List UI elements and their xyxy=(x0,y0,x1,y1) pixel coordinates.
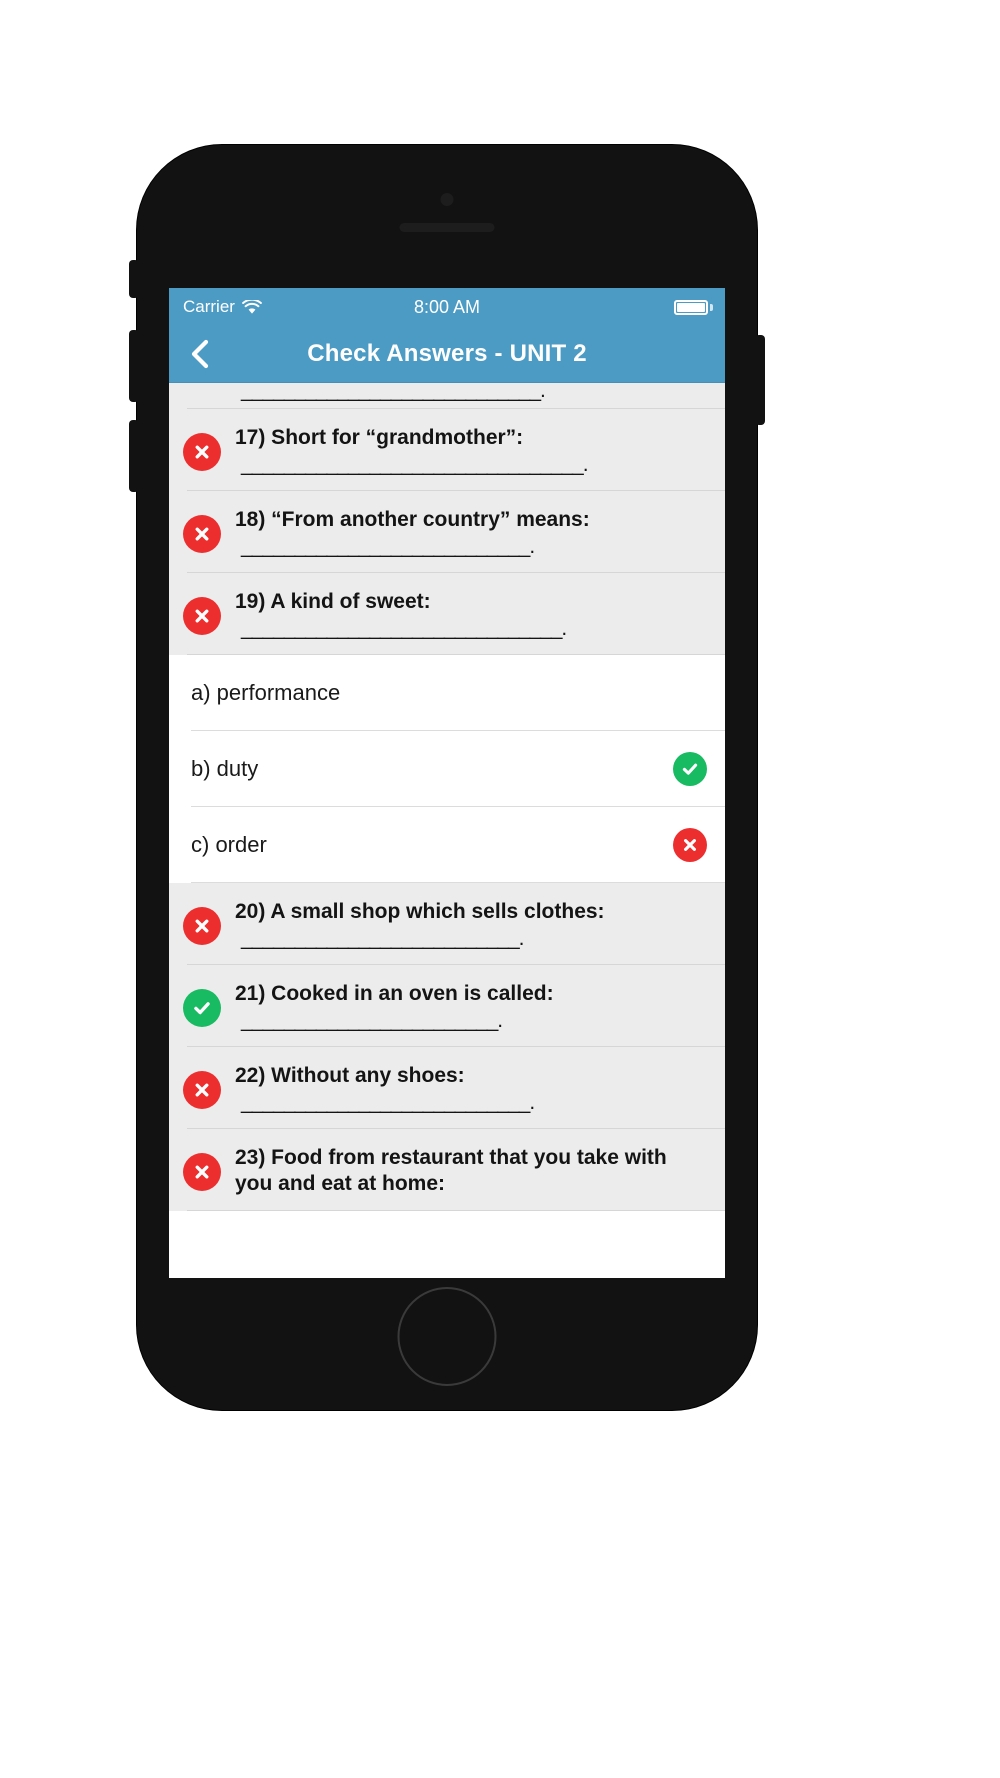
option-label: b) duty xyxy=(191,756,259,782)
question-text: 21) Cooked in an oven is called: xyxy=(235,982,554,1006)
option-row[interactable] xyxy=(169,731,725,807)
option-label: c) order xyxy=(191,832,267,858)
question-blank: __________________________. xyxy=(241,927,524,951)
question-blank: ______________________________. xyxy=(241,617,567,641)
answers-list[interactable] xyxy=(169,383,725,1278)
home-button[interactable] xyxy=(398,1287,497,1386)
x-circle-icon xyxy=(183,1153,221,1191)
status-time: 8:00 AM xyxy=(413,296,481,317)
option-mark-empty xyxy=(673,676,707,710)
earpiece-speaker xyxy=(400,223,495,232)
question-blank: ____________________________. xyxy=(241,383,545,402)
question-text: 22) Without any shoes: xyxy=(235,1064,465,1088)
question-row[interactable] xyxy=(169,965,725,1047)
x-circle-icon xyxy=(183,515,221,553)
x-circle-icon xyxy=(673,828,707,862)
question-blank: ___________________________. xyxy=(241,1091,535,1115)
question-text: 17) Short for “grandmother”: xyxy=(235,426,524,449)
volume-up-button[interactable] xyxy=(129,330,139,402)
carrier-label: Carrier xyxy=(183,297,235,316)
question-row[interactable] xyxy=(169,491,725,573)
question-row[interactable] xyxy=(169,409,725,491)
phone-frame xyxy=(137,145,757,1410)
question-row[interactable] xyxy=(169,1047,725,1129)
x-circle-icon xyxy=(183,1071,221,1109)
volume-down-button[interactable] xyxy=(129,420,139,492)
question-blank: ________________________________. xyxy=(241,453,588,477)
question-text: 19) A kind of sweet: xyxy=(235,590,431,614)
option-row[interactable] xyxy=(169,655,725,731)
partial-question-row xyxy=(169,383,725,409)
question-text: 18) “From another country” means: xyxy=(235,508,590,532)
question-row[interactable] xyxy=(169,1129,725,1211)
x-circle-icon xyxy=(183,907,221,945)
navigation-bar xyxy=(169,326,725,383)
question-row[interactable] xyxy=(169,573,725,655)
x-circle-icon xyxy=(183,433,221,471)
question-text: 20) A small shop which sells clothes: xyxy=(235,900,605,924)
status-bar xyxy=(169,288,725,326)
phone-screen xyxy=(169,288,725,1278)
silent-switch[interactable] xyxy=(129,260,139,298)
question-blank: ________________________. xyxy=(241,1009,503,1033)
question-text: 23) Food from restaurant that you take with you and eat at home: xyxy=(235,1146,667,1196)
power-button[interactable] xyxy=(755,335,765,425)
check-circle-icon xyxy=(673,752,707,786)
front-camera xyxy=(441,193,454,206)
question-row[interactable] xyxy=(169,883,725,965)
check-circle-icon xyxy=(183,989,221,1027)
option-label: a) performance xyxy=(191,680,341,706)
battery-icon xyxy=(674,300,713,315)
x-circle-icon xyxy=(183,597,221,635)
page-title: Check Answers - UNIT 2 xyxy=(307,340,587,367)
question-blank: ___________________________. xyxy=(241,535,535,559)
option-row[interactable] xyxy=(169,807,725,883)
